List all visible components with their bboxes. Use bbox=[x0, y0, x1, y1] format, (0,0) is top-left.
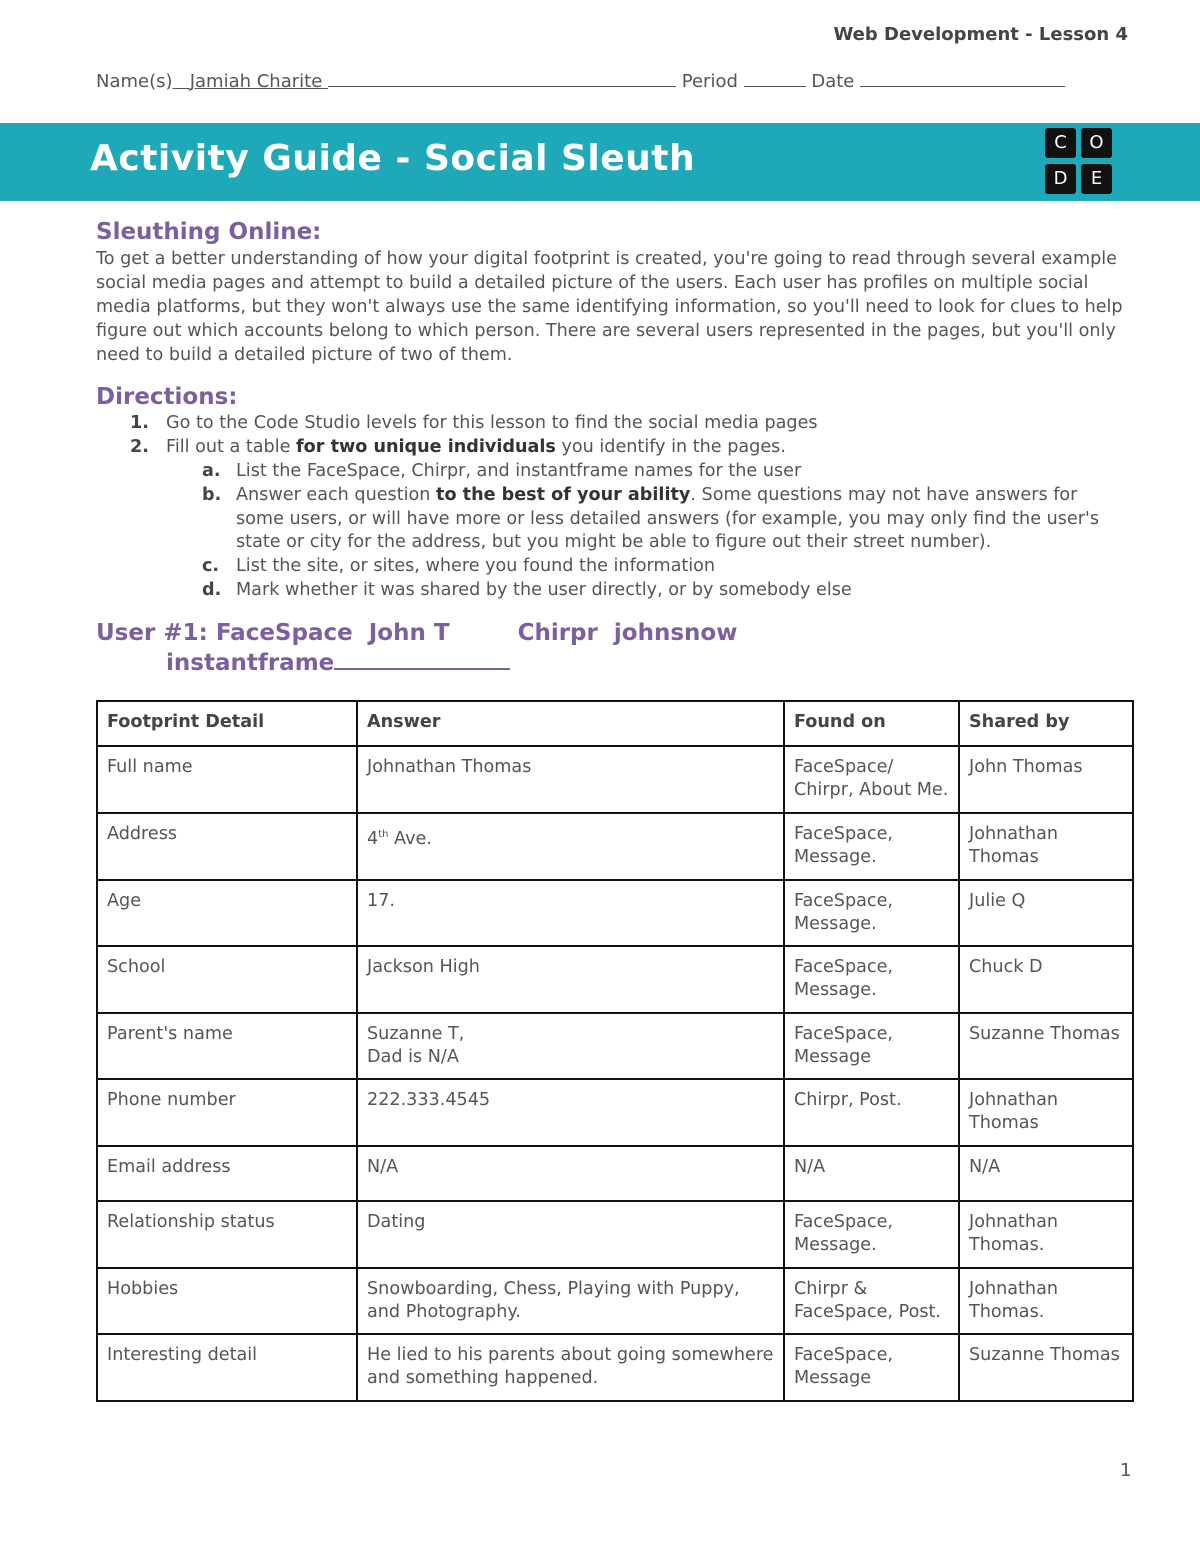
period-blank[interactable] bbox=[744, 70, 806, 87]
subitem-letter: c. bbox=[202, 556, 220, 576]
answer-cell[interactable]: Jackson High bbox=[357, 946, 784, 1013]
direction-text: Go to the Code Studio levels for this lesson to find the social media pages bbox=[166, 413, 818, 433]
logo-letter-c: C bbox=[1045, 128, 1076, 158]
shared-by-cell[interactable]: Johnathan Thomas bbox=[959, 813, 1133, 880]
direction-number: 1. bbox=[130, 413, 149, 433]
found-on-cell[interactable]: FaceSpace, Message. bbox=[784, 880, 959, 946]
direction-item-2 bbox=[130, 436, 1126, 460]
period-label: Period bbox=[681, 71, 738, 92]
answer-rest: Ave. bbox=[388, 828, 432, 849]
detail-cell: Email address bbox=[97, 1146, 357, 1201]
answer-cell[interactable]: He lied to his parents about going somewhere and something happened. bbox=[357, 1334, 784, 1401]
found-on-cell[interactable]: FaceSpace, Message bbox=[784, 1334, 959, 1401]
direction-bold-text: for two unique individuals bbox=[296, 437, 556, 457]
answer-superscript: th bbox=[378, 829, 389, 840]
shared-by-cell[interactable]: Suzanne Thomas bbox=[959, 1334, 1133, 1401]
direction-item-1 bbox=[130, 412, 1126, 436]
answer-cell[interactable]: Dating bbox=[357, 1201, 784, 1268]
found-on-cell[interactable]: FaceSpace, Message. bbox=[784, 946, 959, 1013]
title-banner bbox=[0, 123, 1200, 201]
table-row bbox=[97, 1268, 1133, 1334]
table-row bbox=[97, 1201, 1133, 1268]
answer-cell[interactable]: 17. bbox=[357, 880, 784, 946]
user-1-heading bbox=[96, 620, 737, 646]
direction-subitem-d bbox=[202, 579, 1126, 603]
answer-cell[interactable]: Johnathan Thomas bbox=[357, 746, 784, 813]
answer-line-2: Dad is N/A bbox=[367, 1047, 459, 1067]
answer-line-1: Suzanne T, bbox=[367, 1024, 465, 1044]
table-row bbox=[97, 813, 1133, 880]
direction-subitem-c bbox=[202, 555, 1126, 579]
shared-by-cell[interactable]: Suzanne Thomas bbox=[959, 1013, 1133, 1079]
chirpr-name[interactable]: johnsnow bbox=[613, 620, 738, 646]
subitem-letter: b. bbox=[202, 485, 222, 505]
answer-cell[interactable] bbox=[357, 813, 784, 880]
subitem-letter: d. bbox=[202, 580, 222, 600]
table-row bbox=[97, 1334, 1133, 1401]
page-title: Activity Guide - Social Sleuth bbox=[90, 138, 696, 179]
sleuthing-heading: Sleuthing Online: bbox=[96, 219, 322, 245]
logo-letter-e: E bbox=[1081, 164, 1112, 194]
subitem-text: . Some questions may not have answers for some users, or will have more or less detailed answers (for example, you may only find the user's state or city for the address, but you might be able to figure out their street number). bbox=[236, 485, 1099, 552]
table-header-row bbox=[97, 701, 1133, 746]
subitem-text: Mark whether it was shared by the user directly, or by somebody else bbox=[236, 580, 852, 600]
subitem-letter: a. bbox=[202, 461, 221, 481]
found-on-cell[interactable]: FaceSpace, Message. bbox=[784, 813, 959, 880]
column-header-shared-by: Shared by bbox=[959, 701, 1133, 746]
facespace-label: FaceSpace bbox=[215, 620, 353, 646]
shared-by-cell[interactable]: N/A bbox=[959, 1146, 1133, 1201]
code-logo bbox=[1045, 128, 1117, 196]
facespace-name[interactable]: John T bbox=[368, 620, 450, 646]
shared-by-cell[interactable]: Johnathan Thomas. bbox=[959, 1268, 1133, 1334]
name-value[interactable]: Jamiah Charite bbox=[189, 71, 323, 92]
subitem-text: List the site, or sites, where you found the information bbox=[236, 556, 716, 576]
detail-cell: Age bbox=[97, 880, 357, 946]
found-on-cell[interactable]: Chirpr & FaceSpace, Post. bbox=[784, 1268, 959, 1334]
detail-cell: Phone number bbox=[97, 1079, 357, 1146]
date-blank[interactable] bbox=[860, 70, 1065, 87]
subitem-text: List the FaceSpace, Chirpr, and instantframe names for the user bbox=[236, 461, 802, 481]
directions-heading: Directions: bbox=[96, 384, 238, 410]
column-header-answer: Answer bbox=[357, 701, 784, 746]
course-header: Web Development - Lesson 4 bbox=[833, 24, 1128, 45]
detail-cell: Full name bbox=[97, 746, 357, 813]
answer-cell[interactable]: N/A bbox=[357, 1146, 784, 1201]
name-period-date-line bbox=[96, 70, 1106, 92]
direction-text: you identify in the pages. bbox=[555, 437, 786, 457]
chirpr-label: Chirpr bbox=[517, 620, 598, 646]
logo-letter-d: D bbox=[1045, 164, 1076, 194]
name-blank[interactable] bbox=[328, 70, 676, 87]
table-row bbox=[97, 1146, 1133, 1201]
instantframe-label: instantframe bbox=[166, 650, 335, 676]
direction-subitem-a bbox=[202, 460, 1126, 484]
direction-number: 2. bbox=[130, 437, 149, 457]
table-row bbox=[97, 1079, 1133, 1146]
found-on-cell[interactable]: FaceSpace, Message. bbox=[784, 1201, 959, 1268]
found-on-cell[interactable]: Chirpr, Post. bbox=[784, 1079, 959, 1146]
answer-cell[interactable]: 222.333.4545 bbox=[357, 1079, 784, 1146]
direction-text: Fill out a table bbox=[166, 437, 297, 457]
column-header-found-on: Found on bbox=[784, 701, 959, 746]
footprint-table bbox=[96, 700, 1134, 1402]
shared-by-cell[interactable]: Johnathan Thomas bbox=[959, 1079, 1133, 1146]
shared-by-cell[interactable]: Julie Q bbox=[959, 880, 1133, 946]
detail-cell: Parent's name bbox=[97, 1013, 357, 1079]
shared-by-cell[interactable]: John Thomas bbox=[959, 746, 1133, 813]
found-on-cell[interactable]: FaceSpace/ Chirpr, About Me. bbox=[784, 746, 959, 813]
direction-subitem-b bbox=[202, 484, 1116, 555]
table-row bbox=[97, 880, 1133, 946]
table-row bbox=[97, 746, 1133, 813]
answer-cell[interactable]: Snowboarding, Chess, Playing with Puppy, and Photography. bbox=[357, 1268, 784, 1334]
name-label: Name(s) bbox=[96, 71, 173, 92]
date-label: Date bbox=[811, 71, 855, 92]
shared-by-cell[interactable]: Chuck D bbox=[959, 946, 1133, 1013]
detail-cell: Address bbox=[97, 813, 357, 880]
answer-number: 4 bbox=[367, 828, 379, 849]
answer-cell[interactable] bbox=[357, 1013, 784, 1079]
table-row bbox=[97, 946, 1133, 1013]
subitem-text: Answer each question bbox=[236, 485, 437, 505]
found-on-cell[interactable]: N/A bbox=[784, 1146, 959, 1201]
detail-cell: School bbox=[97, 946, 357, 1013]
column-header-detail: Footprint Detail bbox=[97, 701, 357, 746]
subitem-bold-text: to the best of your ability bbox=[436, 485, 691, 505]
user-label: User #1: bbox=[96, 620, 208, 646]
detail-cell: Interesting detail bbox=[97, 1334, 357, 1401]
logo-letter-o: O bbox=[1081, 128, 1112, 158]
table-row bbox=[97, 1013, 1133, 1079]
instantframe-blank[interactable] bbox=[334, 648, 510, 670]
detail-cell: Hobbies bbox=[97, 1268, 357, 1334]
shared-by-cell[interactable]: Johnathan Thomas. bbox=[959, 1201, 1133, 1268]
found-on-cell[interactable]: FaceSpace, Message bbox=[784, 1013, 959, 1079]
page-number: 1 bbox=[1120, 1460, 1132, 1481]
user-1-instantframe bbox=[166, 648, 510, 676]
sleuthing-paragraph: To get a better understanding of how your digital footprint is created, you're going to read through several example social media pages and attempt to build a detailed picture of the users. Each user has profiles on multiple social media platforms, but they won't always use the same identifying information, so you'll need to look for clues to help figure out which accounts belong to which person. There are several users represented in the pages, but you'll only need to build a detailed picture of two of them. bbox=[96, 249, 1123, 365]
detail-cell: Relationship status bbox=[97, 1201, 357, 1268]
